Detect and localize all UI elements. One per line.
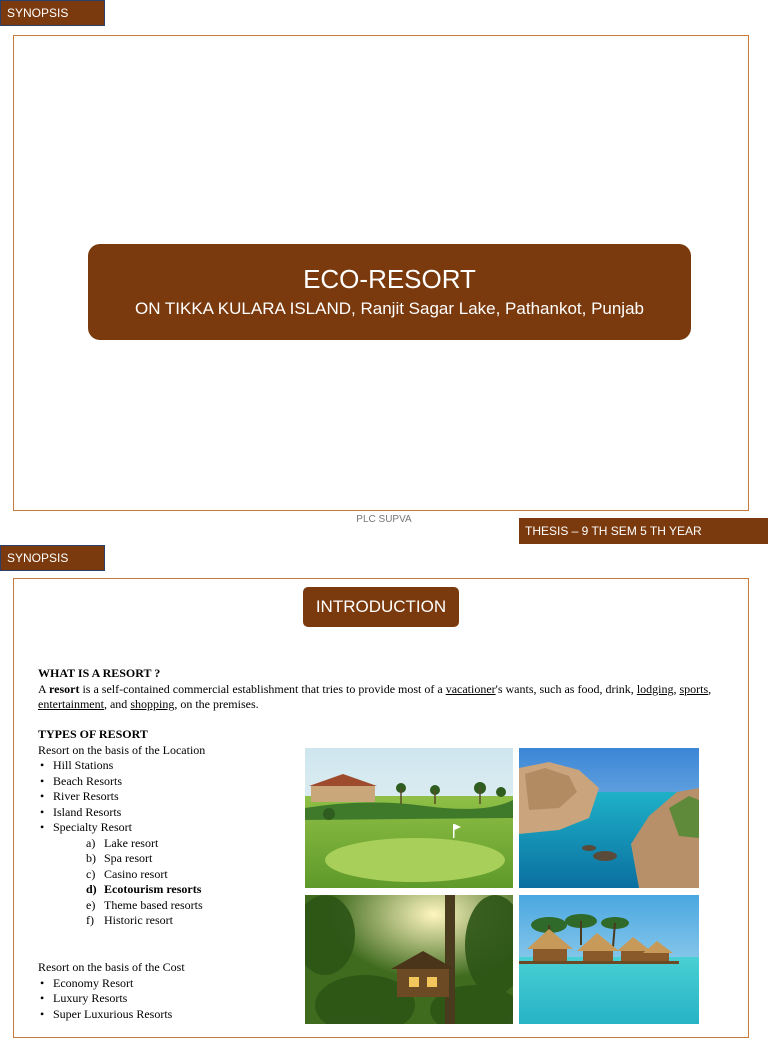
- list-item: • Beach Resorts: [38, 774, 293, 790]
- list-item: b) Spa resort: [86, 851, 153, 865]
- synopsis-tag-2: SYNOPSIS: [0, 545, 105, 571]
- overwater-bungalows-photo: [519, 895, 699, 1024]
- footer-supervisor: PLC SUPVA: [356, 514, 412, 525]
- specialty-list: [38, 836, 293, 929]
- definition-block: [38, 666, 730, 713]
- page-title: ECO-RESORT: [303, 264, 476, 294]
- synopsis-tag: SYNOPSIS: [0, 0, 105, 26]
- jungle-treehouse-photo: [305, 895, 513, 1024]
- types-title: TYPES OF RESORT: [38, 727, 148, 741]
- link-entertainment[interactable]: entertainment: [38, 697, 104, 711]
- list-item: • Super Luxurious Resorts: [38, 1007, 293, 1023]
- link-shopping[interactable]: shopping: [130, 697, 175, 711]
- cost-list: [38, 976, 293, 1023]
- link-vacationer[interactable]: vacationer: [445, 681, 496, 696]
- golf-resort-photo: [305, 748, 513, 888]
- list-item: c) Casino resort: [86, 866, 168, 881]
- list-item: • River Resorts: [38, 789, 293, 805]
- list-item: • Hill Stations: [38, 758, 293, 774]
- list-item: a) Lake resort: [86, 835, 159, 850]
- list-item: • Island Resorts: [38, 805, 293, 821]
- what-is-resort-title: WHAT IS A RESORT ?: [38, 666, 161, 680]
- list-item: • Specialty Resort: [38, 820, 293, 836]
- title-banner: [88, 244, 691, 340]
- types-block: [38, 727, 293, 929]
- location-intro: Resort on the basis of the Location: [38, 742, 206, 757]
- location-list: [38, 758, 293, 836]
- list-item: e) Theme based resorts: [86, 897, 203, 912]
- link-sports[interactable]: sports: [679, 681, 709, 696]
- list-item: • Luxury Resorts: [38, 991, 293, 1007]
- page-subtitle: ON TIKKA KULARA ISLAND, Ranjit Sagar Lake, Pathankot, Punjab: [134, 299, 644, 318]
- list-item: d) Ecotourism resorts: [86, 882, 202, 896]
- list-item: f) Historic resort: [86, 913, 173, 927]
- cost-intro: Resort on the basis of the Cost: [38, 960, 185, 974]
- resort-definition: A resort is a self-contained commercial establishment that tries to provide most of a vacationer's wants, such as food, drink, lodging, sports, entertainment, and shopping, on the premises.: [38, 681, 712, 711]
- cost-block: [38, 960, 293, 1022]
- thesis-tag: THESIS – 9 TH SEM 5 TH YEAR: [519, 518, 768, 544]
- link-lodging[interactable]: lodging: [636, 681, 674, 696]
- coastal-cliffs-photo: [519, 748, 699, 888]
- list-item: • Economy Resort: [38, 976, 293, 992]
- section-heading: INTRODUCTION: [303, 587, 459, 627]
